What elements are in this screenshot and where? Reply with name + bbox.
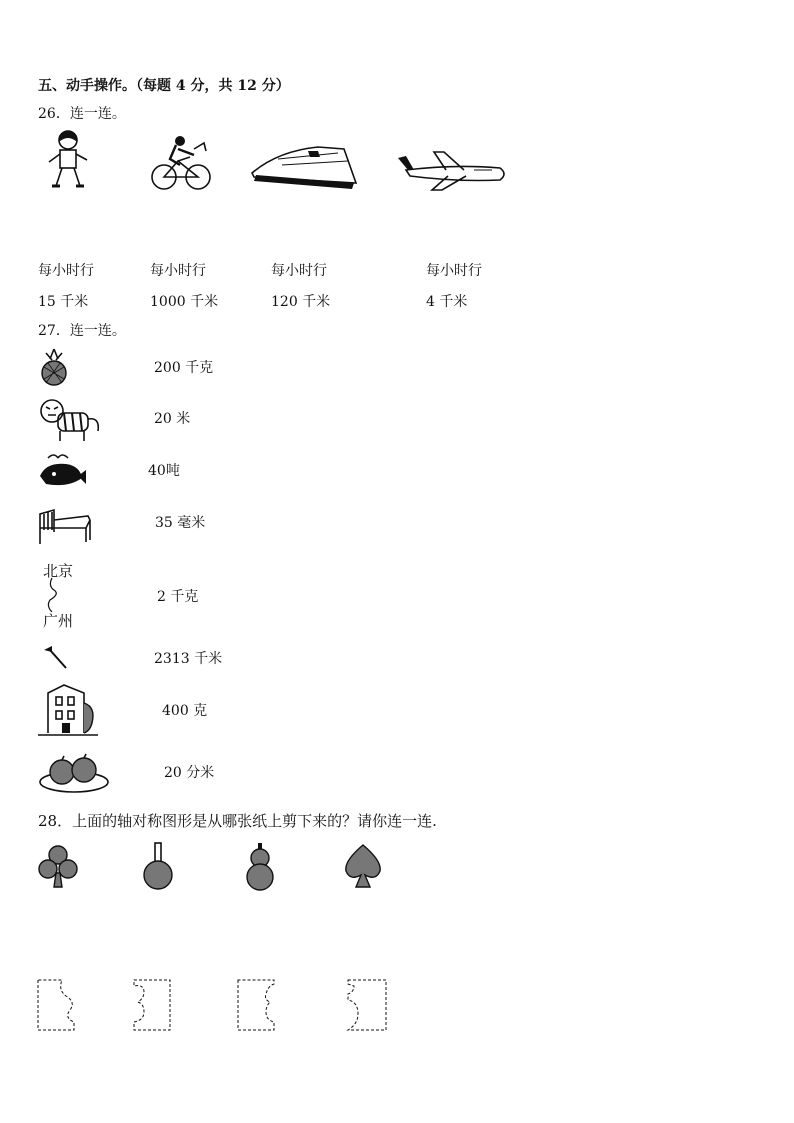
child-walking-picture [46, 128, 90, 190]
q26-title: 26．连一连。 [38, 106, 126, 122]
pineapple-picture [38, 347, 70, 387]
speed-label-3-line2: 120 千米 [271, 294, 331, 310]
speed-label-4-line2: 4 千米 [426, 294, 468, 310]
spade-shape [342, 843, 384, 891]
map-label-beijing: 北京 [43, 562, 74, 580]
club-shape [38, 843, 78, 889]
cyclist-picture [150, 135, 212, 193]
building-picture [38, 683, 100, 737]
folded-paper-1[interactable] [38, 978, 78, 1032]
measure-1: 200 千克 [154, 360, 214, 376]
folded-paper-4[interactable] [344, 978, 390, 1032]
speed-label-4-line1: 每小时行 [426, 263, 482, 279]
folded-paper-3[interactable] [236, 978, 278, 1032]
measure-3: 40吨 [148, 463, 180, 479]
route-line-picture [40, 578, 80, 614]
gourd-shape [244, 843, 276, 891]
racket-shape [142, 843, 174, 891]
bed-picture [38, 500, 94, 546]
tiger-picture [38, 397, 102, 443]
speed-label-2-line1: 每小时行 [150, 263, 206, 279]
measure-8: 20 分米 [164, 765, 215, 781]
airplane-picture [396, 150, 510, 192]
speed-label-1-line2: 15 千米 [38, 294, 89, 310]
high-speed-train-picture [248, 143, 360, 193]
measure-6: 2313 千米 [154, 651, 223, 667]
measure-2: 20 米 [154, 411, 191, 427]
q28-title: 28．上面的轴对称图形是从哪张纸上剪下来的？请你连一连. [38, 812, 437, 830]
speed-label-2-line2: 1000 千米 [150, 294, 219, 310]
measure-7: 400 克 [162, 703, 208, 719]
nail-picture [42, 644, 70, 672]
speed-label-1-line1: 每小时行 [38, 263, 94, 279]
q27-title: 27．连一连。 [38, 323, 126, 339]
section-heading: 五、动手操作。（每题 4 分，共 12 分） [38, 78, 290, 94]
folded-paper-2[interactable] [132, 978, 174, 1032]
measure-4: 35 毫米 [155, 515, 206, 531]
whale-picture [38, 452, 88, 490]
map-label-guangzhou: 广州 [43, 612, 74, 630]
measure-5: 2 千克 [157, 589, 199, 605]
fruit-plate-picture [38, 752, 110, 794]
speed-label-3-line1: 每小时行 [271, 263, 327, 279]
